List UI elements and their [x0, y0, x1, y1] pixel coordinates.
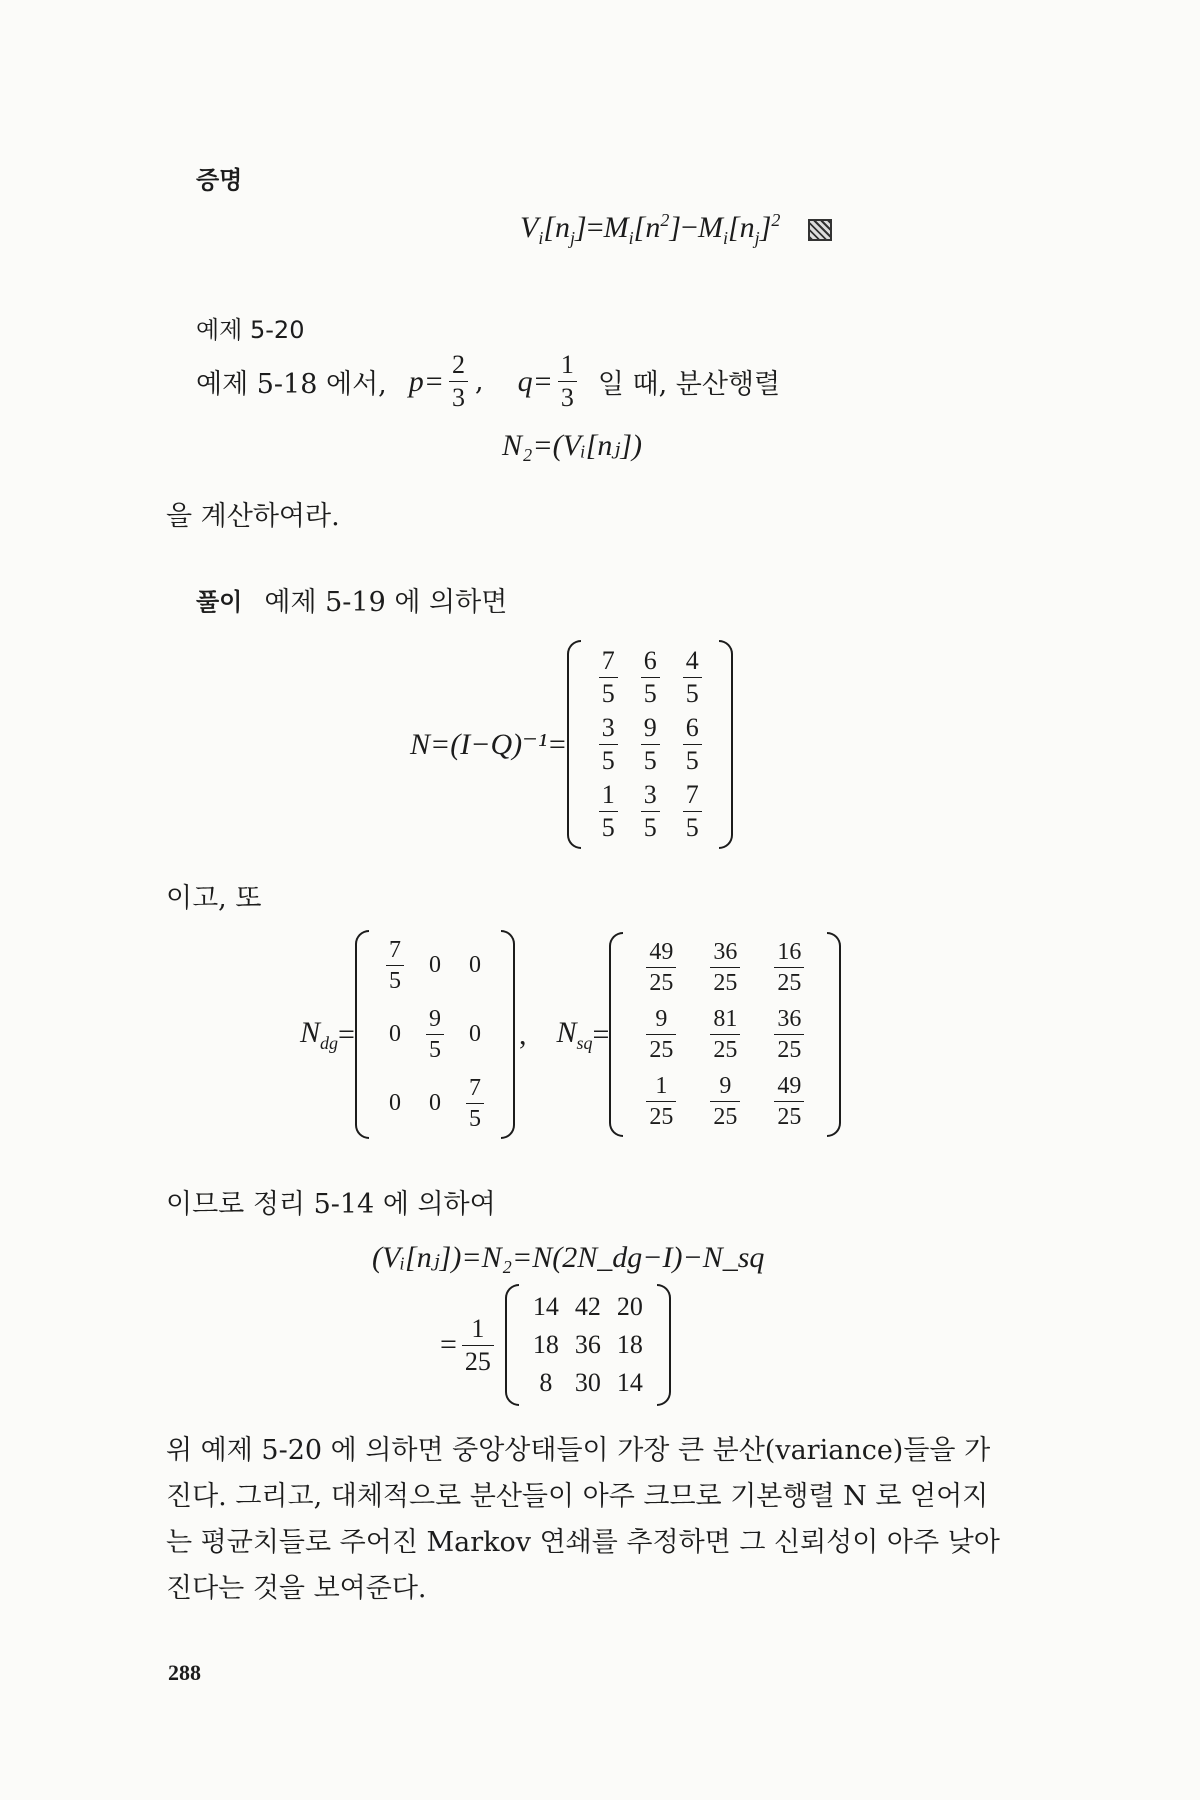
proof-label: 증명	[196, 166, 243, 194]
result-equation: (Vᵢ[nⱼ])=N₂=N(2N_dg−I)−N_sq	[372, 1241, 765, 1274]
matrix-fraction: $\frac{9}{5}$	[426, 1007, 444, 1062]
conclusion-line-3: 는 평균치들로 주어진 Markov 연쇄를 추정하면 그 신뢰성이 아주 낮아	[166, 1527, 1000, 1558]
matrix-cell: 36	[574, 1330, 601, 1359]
nsq-matrix	[609, 932, 841, 1137]
theorem-line: 이므로 정리 5-14 에 의하여	[166, 1189, 496, 1220]
matrix-cell: 0	[468, 952, 481, 978]
matrix-fraction: $\frac{6}{5}$	[683, 715, 702, 774]
matrix-cell: 18	[616, 1330, 643, 1359]
matrix-cell	[693, 1007, 757, 1062]
matrix-cell: 14	[532, 1292, 559, 1321]
matrix-cell	[757, 1074, 821, 1129]
matrix-cell	[455, 1076, 495, 1131]
result-matrix-equation: = $\frac{1}{25}$ 14 42 20 18 36 18 8 30 14	[440, 1284, 671, 1406]
conclusion-line-4: 진다는 것을 보여준다.	[166, 1573, 427, 1604]
matrix-cell	[587, 648, 629, 707]
matrix-cell	[671, 782, 713, 841]
matrix-cell: 20	[616, 1292, 643, 1321]
matrix-fraction: $\frac{9}{5}$	[641, 715, 660, 774]
matrix-cell	[693, 940, 757, 995]
matrix-cell: 18	[532, 1330, 559, 1359]
page-number: 288	[168, 1660, 201, 1685]
matrix-fraction: $\frac{49}{25}$	[646, 940, 676, 995]
example-label: 예제 5-20	[196, 316, 305, 344]
ndg-label: $N_{dg}$	[300, 1015, 339, 1053]
n-matrix-equation: N=(I−Q)⁻¹= $\frac{7}{5}$ $\frac{6}{5}$ $\frac{4}{5}$ $\frac{3}{5}$ $\frac{9}{5}$ $\frac{6}{5}$ $\frac{1}{5}$ $\frac{3}{5}$ $\frac{7}{5}$	[410, 640, 733, 849]
matrix-cell	[415, 1007, 455, 1062]
matrix-fraction: $\frac{36}{25}$	[710, 940, 740, 995]
example-line-1: 예제 5-18 에서, p= $\frac{2}{3}$ , q= $\frac{1}{3}$ 일 때, 분산행렬	[196, 350, 781, 412]
matrix-cell: 0	[468, 1021, 481, 1047]
matrix-cell	[757, 1007, 821, 1062]
matrix-fraction: $\frac{1}{5}$	[599, 782, 618, 841]
matrix-cell	[757, 940, 821, 995]
conclusion-line-1: 위 예제 5-20 에 의하면 중앙상태들이 가장 큰 분산(variance)들을 가	[166, 1435, 991, 1466]
matrix-fraction: $\frac{7}{5}$	[386, 938, 404, 993]
example-line-2: 을 계산하여라.	[166, 501, 340, 532]
matrix-cell	[671, 648, 713, 707]
proof-equation: $V_i[n_j]=M_i[n^2]-M_i[n_j]^2$	[520, 210, 832, 249]
matrix-fraction: $\frac{1}{25}$	[646, 1074, 676, 1129]
matrix-fraction: $\frac{7}{5}$	[466, 1076, 484, 1131]
matrix-cell	[629, 1007, 693, 1062]
solution-label: 풀이	[196, 588, 243, 616]
matrix-cell	[587, 715, 629, 774]
solution-intro: 풀이 예제 5-19 에 의하면	[196, 580, 507, 619]
matrix-fraction: $\frac{16}{25}$	[774, 940, 804, 995]
matrix-fraction: $\frac{7}{5}$	[599, 648, 618, 707]
matrix-cell	[629, 1074, 693, 1129]
conclusion-line-2: 진다. 그리고, 대체적으로 분산들이 아주 크므로 기본행렬 N 로 얻어지	[166, 1481, 989, 1512]
matrix-cell	[587, 782, 629, 841]
matrix-fraction: $\frac{4}{5}$	[683, 648, 702, 707]
matrix-cell	[671, 715, 713, 774]
matrix-cell: 0	[388, 1090, 401, 1116]
matrix-fraction: $\frac{49}{25}$	[774, 1074, 804, 1129]
matrix-cell: 8	[539, 1368, 553, 1397]
matrix-cell: 42	[574, 1292, 601, 1321]
n-matrix	[567, 640, 733, 849]
matrix-cell: 0	[428, 952, 441, 978]
matrix-cell: 0	[428, 1090, 441, 1116]
matrix-fraction: $\frac{7}{5}$	[683, 782, 702, 841]
matrix-cell: 0	[388, 1021, 401, 1047]
matrix-cell	[629, 715, 671, 774]
matrix-fraction: $\frac{6}{5}$	[641, 648, 660, 707]
n2-equation: N₂=(Vᵢ[nⱼ])	[502, 429, 643, 462]
matrix-fraction: $\frac{9}{25}$	[710, 1074, 740, 1129]
ndg-nsq-equation: $N_{dg}$ = $\frac{7}{5}$ 0 0 0 $\frac{9}{5}$ 0 0 0 $\frac{7}{5}$ , $N_{sq}$ = $\frac{49}{25}$ $\frac{36}{25}$ $\frac{16}{25}$ $\frac{9}{25}$ $\frac{81}{25}$ $\frac{36}{25}$ $\frac{1}{25}$ $\frac{9}{25}$ $\frac{49}{25}$	[300, 930, 841, 1139]
qed-icon	[808, 219, 832, 241]
ndg-matrix	[355, 930, 515, 1139]
matrix-cell: 30	[574, 1368, 601, 1397]
matrix-cell	[693, 1074, 757, 1129]
matrix-fraction: $\frac{36}{25}$	[774, 1007, 804, 1062]
matrix-cell	[629, 940, 693, 995]
matrix-cell	[375, 938, 415, 993]
result-matrix	[505, 1284, 671, 1406]
matrix-fraction: $\frac{9}{25}$	[646, 1007, 676, 1062]
matrix-fraction: $\frac{3}{5}$	[641, 782, 660, 841]
matrix-cell: 14	[616, 1368, 643, 1397]
matrix-fraction: $\frac{3}{5}$	[599, 715, 618, 774]
also-text: 이고, 또	[166, 883, 262, 914]
matrix-cell	[629, 782, 671, 841]
nsq-label: $N_{sq}$	[556, 1015, 593, 1053]
matrix-cell	[629, 648, 671, 707]
matrix-fraction: $\frac{81}{25}$	[710, 1007, 740, 1062]
